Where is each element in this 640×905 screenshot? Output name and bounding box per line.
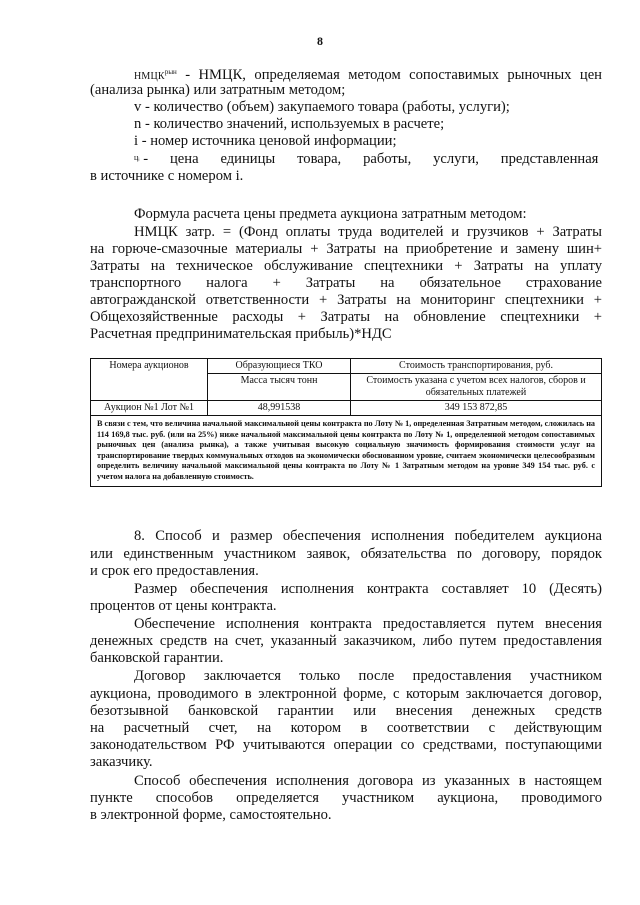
col-tko-header: Образующиеся ТКО (208, 359, 351, 374)
section8-p3-line2: денежных средств на счет, указанный заказчиком, либо путем предоставления (90, 633, 602, 649)
formula-line4: транспортного налога + Затраты на обязательное страхование (90, 275, 602, 291)
section8-p5-line1: Способ обеспечения исполнения договора из указанных в настоящем (134, 773, 602, 789)
section8-p4-line5: законодательством РФ учитываются операции со средствами, поступающими (90, 737, 602, 753)
col-transport-cost-header: Стоимость транспортирования, руб. (351, 359, 602, 374)
section8-p4-line4: на расчетный счет, на котором в соответствии с действующим (90, 720, 602, 736)
col-cost-subheader: Стоимость указана с учетом всех налогов, сборов и обязательных платежей (351, 374, 602, 401)
formula-line6: Общехозяйственные расходы + Затраты на обновление спецтехники + (90, 309, 602, 325)
col-auction-numbers-header: Номера аукционов (91, 359, 208, 401)
nmck-definition-line2: (анализа рынка) или затратным методом; (90, 82, 346, 98)
tko-cost-table (90, 358, 602, 487)
row-mass-value: 48,991538 (208, 401, 351, 416)
section8-p5-line2: пункте способов определяется участником аукциона, проводимого (90, 790, 602, 806)
section8-p3-line3: банковской гарантии. (90, 650, 224, 666)
section8-p5-line3: в электронной форме, самостоятельно. (90, 807, 332, 823)
nmck-text: - НМЦК, определяемая методом сопоставимых рыночных цен (185, 67, 602, 83)
section8-p2-line2: процентов от цены контракта. (90, 598, 277, 614)
formula-line1: НМЦК затр. = (Фонд оплаты труда водителей и грузчиков + Затраты (134, 224, 602, 240)
section8-p3-line1: Обеспечение исполнения контракта предоставляется путем внесения (134, 616, 602, 632)
nmck-symbol: НМЦК (134, 71, 165, 82)
section8-p4-line1: Договор заключается только после предоставления участником (134, 668, 602, 684)
col-mass-subheader: Масса тысяч тонн (208, 374, 351, 401)
n-definition: n - количество значений, используемых в расчете; (134, 116, 445, 132)
formula-line5: автогражданской ответственности + Затраты на мониторинг спецтехники + (90, 292, 602, 308)
row-auction-label: Аукцион №1 Лот №1 (91, 401, 208, 416)
section8-p1-line3: и срок его предоставления. (90, 563, 259, 579)
nmck-superscript: рын (164, 68, 177, 76)
section8-p2-line1: Размер обеспечения исполнения контракта составляет 10 (Десять) (134, 581, 602, 597)
section8-p4-line3: безотзывной банковской гарантии или внесения денежных средств (90, 703, 602, 719)
price-definition-line1 (134, 150, 602, 168)
section8-p1-line1: 8. Способ и размер обеспечения исполнения победителем аукциона (134, 528, 602, 544)
v-definition: v - количество (объем) закупаемого товара (работы, услуги); (134, 99, 510, 115)
i-definition: i - номер источника ценовой информации; (134, 133, 397, 149)
table-header-row (91, 359, 602, 374)
formula-line2: на горюче-смазочные материалы + Затраты на приобретение и замену шин+ (90, 241, 602, 257)
section8-p4-line2: аукциона, проводимого в электронной форме, с которым заключается договор, (90, 686, 602, 702)
section8-p1-line2: или единственным участником заявок, обязательства по договору, порядок (90, 546, 602, 562)
page-number: 8 (317, 34, 323, 48)
price-text: - цена единицы товара, работы, услуги, представленная (143, 151, 599, 167)
table-note: В связи с тем, что величина начальной максимальной цены контракта по Лоту № 1, определенная Затратным методом, сложилась на 114 169,8 тыс. руб. (или на 25%) ниже начальной максимальной цены контракта по Лоту № 1, определенной методом сопоставимых рыночных цен (анализа рынка), а также учитывая высокую социальную значимость формирования стоимости услуг на транспортирование твердых коммунальных отходов на экономически обоснованном уровне, считаем экономически целесообразным определить величину начальной максимальной цены контракта по Лоту № 1 Затратным методом на уровне 349 154 тыс. руб. с учетом налога на добавленную стоимость. (91, 416, 602, 487)
row-cost-value: 349 153 872,85 (351, 401, 602, 416)
price-definition-line2: в источнике с номером i. (90, 168, 244, 184)
section8-p4-line6: заказчику. (90, 754, 153, 770)
formula-line3: Затраты на техническое обслуживание спецтехники + Затраты на уплату (90, 258, 602, 274)
table-note-row (91, 416, 602, 487)
table-row (91, 401, 602, 416)
price-glyph: цᵢ (134, 153, 140, 162)
formula-heading: Формула расчета цены предмета аукциона затратным методом: (134, 206, 527, 222)
formula-line7: Расчетная предпринимательская прибыль)*НДС (90, 326, 392, 342)
